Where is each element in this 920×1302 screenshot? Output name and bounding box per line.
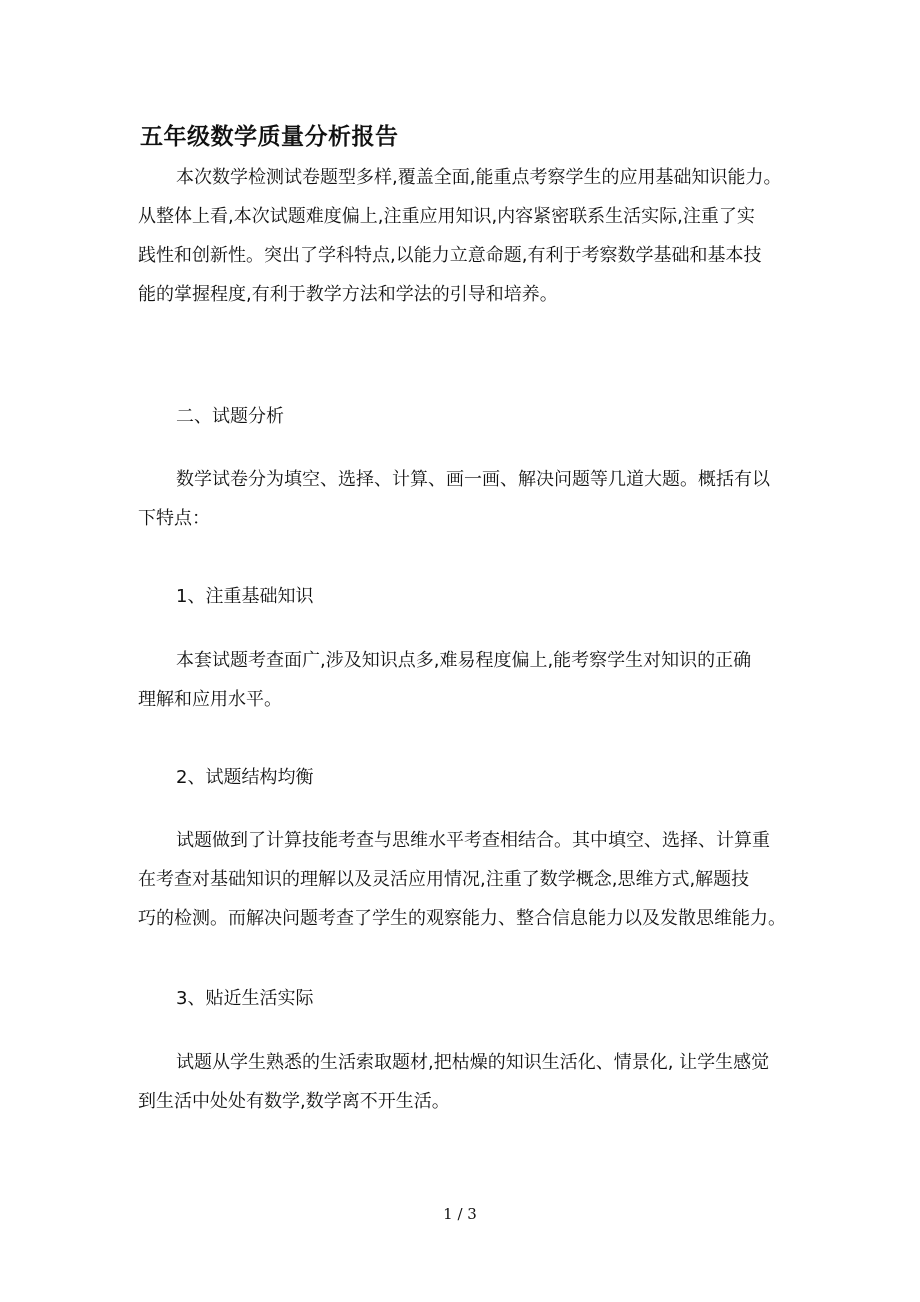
- point-heading: 2、试题结构均衡: [176, 767, 314, 788]
- point1-paragraph: [138, 641, 788, 719]
- intro-paragraph: [138, 158, 788, 314]
- section-heading: 二、试题分析: [176, 406, 284, 427]
- text-line: 巧的检测。而解决问题考查了学生的观察能力、整合信息能力以及发散思维能力。: [138, 908, 786, 929]
- document-title: 五年级数学质量分析报告: [140, 123, 399, 150]
- point-heading: 3、贴近生活实际: [176, 988, 314, 1009]
- text-line: 践性和创新性。突出了学科特点,以能力立意命题,有利于考察数学基础和基本技: [138, 245, 762, 266]
- text-line: 理解和应用水平。: [138, 689, 282, 710]
- text-line: 本套试题考查面广,涉及知识点多,难易程度偏上,能考察学生对知识的正确: [176, 650, 752, 671]
- page-number: 1 / 3: [443, 1205, 477, 1223]
- text-line: 在考查对基础知识的理解以及灵活应用情况,注重了数学概念,思维方式,解题技: [138, 869, 750, 890]
- text-line: 本次数学检测试卷题型多样,覆盖全面,能重点考察学生的应用基础知识能力。: [176, 167, 782, 188]
- text-line: 试题从学生熟悉的生活索取题材,把枯燥的知识生活化、情景化, 让学生感觉: [176, 1052, 770, 1073]
- text-line: 能的掌握程度,有利于教学方法和学法的引导和培养。: [138, 284, 558, 305]
- text-line: 数学试卷分为填空、选择、计算、画一画、解决问题等几道大题。概括有以: [176, 469, 770, 490]
- text-line: 下特点：: [138, 508, 210, 529]
- section2-paragraph: [138, 460, 788, 538]
- text-line: 到生活中处处有数学,数学离不开生活。: [138, 1091, 450, 1112]
- point-heading: 1、注重基础知识: [176, 586, 314, 607]
- point3-paragraph: [138, 1043, 788, 1121]
- point2-paragraph: [138, 821, 788, 938]
- text-line: 试题做到了计算技能考查与思维水平考查相结合。其中填空、选择、计算重: [176, 830, 770, 851]
- text-line: 从整体上看,本次试题难度偏上,注重应用知识,内容紧密联系生活实际,注重了实: [138, 206, 755, 227]
